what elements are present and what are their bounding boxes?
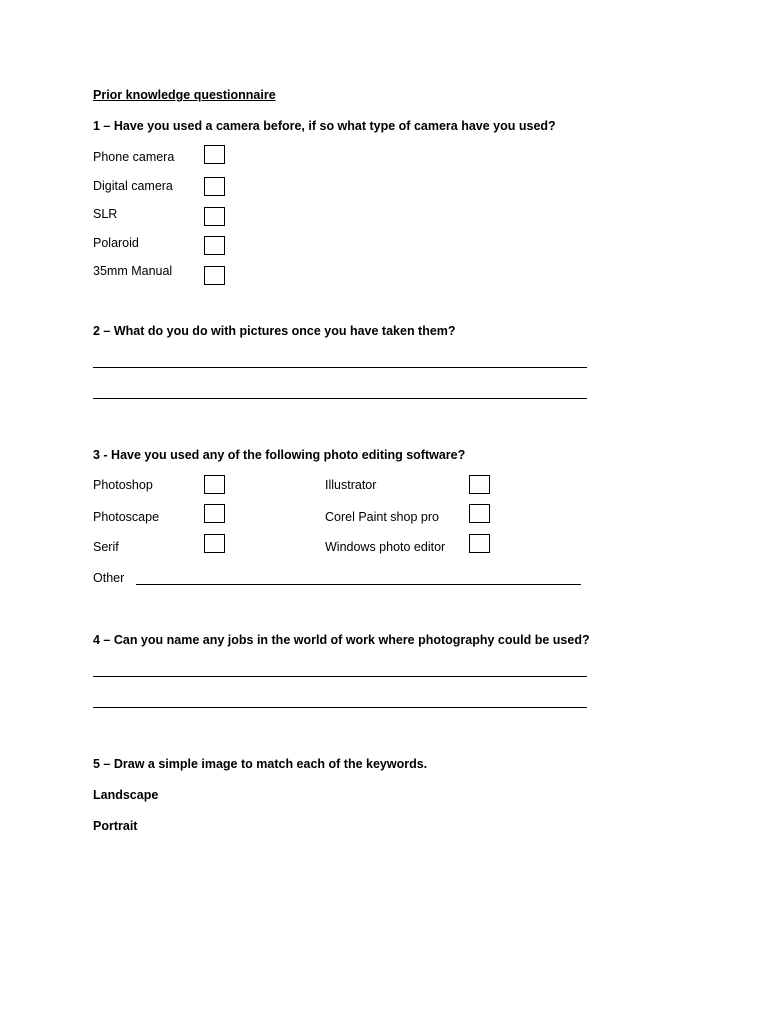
q3-checkbox-photoscape[interactable]	[204, 504, 225, 523]
question-2: 2 – What do you do with pictures once you have taken them?	[93, 324, 456, 338]
q1-checkbox-slr[interactable]	[204, 207, 225, 226]
q3-other-label: Other	[93, 571, 125, 585]
q5-keyword-portrait: Portrait	[93, 819, 138, 833]
q1-checkbox-phone-camera[interactable]	[204, 145, 225, 164]
question-3: 3 - Have you used any of the following photo editing software?	[93, 448, 466, 462]
q2-answer-line-2[interactable]	[93, 398, 587, 399]
q3-checkbox-photoshop[interactable]	[204, 475, 225, 494]
q1-checkbox-digital-camera[interactable]	[204, 177, 225, 196]
q3-checkbox-serif[interactable]	[204, 534, 225, 553]
page-title: Prior knowledge questionnaire	[93, 88, 276, 102]
q3-option-label: Photoshop	[93, 478, 153, 492]
q3-option-label: Windows photo editor	[325, 540, 446, 554]
q5-keyword-landscape: Landscape	[93, 788, 159, 802]
q1-option-label: Digital camera	[93, 179, 173, 193]
question-4: 4 – Can you name any jobs in the world of work where photography could be used?	[93, 633, 590, 647]
q3-checkbox-windows-photo-editor[interactable]	[469, 534, 490, 553]
q3-option-label: Photoscape	[93, 510, 160, 524]
q3-option-label: Corel Paint shop pro	[325, 510, 439, 524]
q4-answer-line-2[interactable]	[93, 707, 587, 708]
question-5: 5 – Draw a simple image to match each of the keywords.	[93, 757, 428, 771]
q3-other-answer-line[interactable]	[136, 584, 581, 585]
q1-option-label: 35mm Manual	[93, 264, 173, 278]
q3-option-label: Illustrator	[325, 478, 377, 492]
q1-option-label: Phone camera	[93, 150, 175, 164]
q1-option-label: Polaroid	[93, 236, 139, 250]
q3-option-label: Serif	[93, 540, 119, 554]
q2-answer-line-1[interactable]	[93, 367, 587, 368]
q1-option-label: SLR	[93, 207, 118, 221]
q3-checkbox-illustrator[interactable]	[469, 475, 490, 494]
q4-answer-line-1[interactable]	[93, 676, 587, 677]
q1-checkbox-polaroid[interactable]	[204, 236, 225, 255]
q1-checkbox-35mm-manual[interactable]	[204, 266, 225, 285]
question-1: 1 – Have you used a camera before, if so what type of camera have you used?	[93, 119, 556, 133]
q3-checkbox-corel-paint-shop-pro[interactable]	[469, 504, 490, 523]
